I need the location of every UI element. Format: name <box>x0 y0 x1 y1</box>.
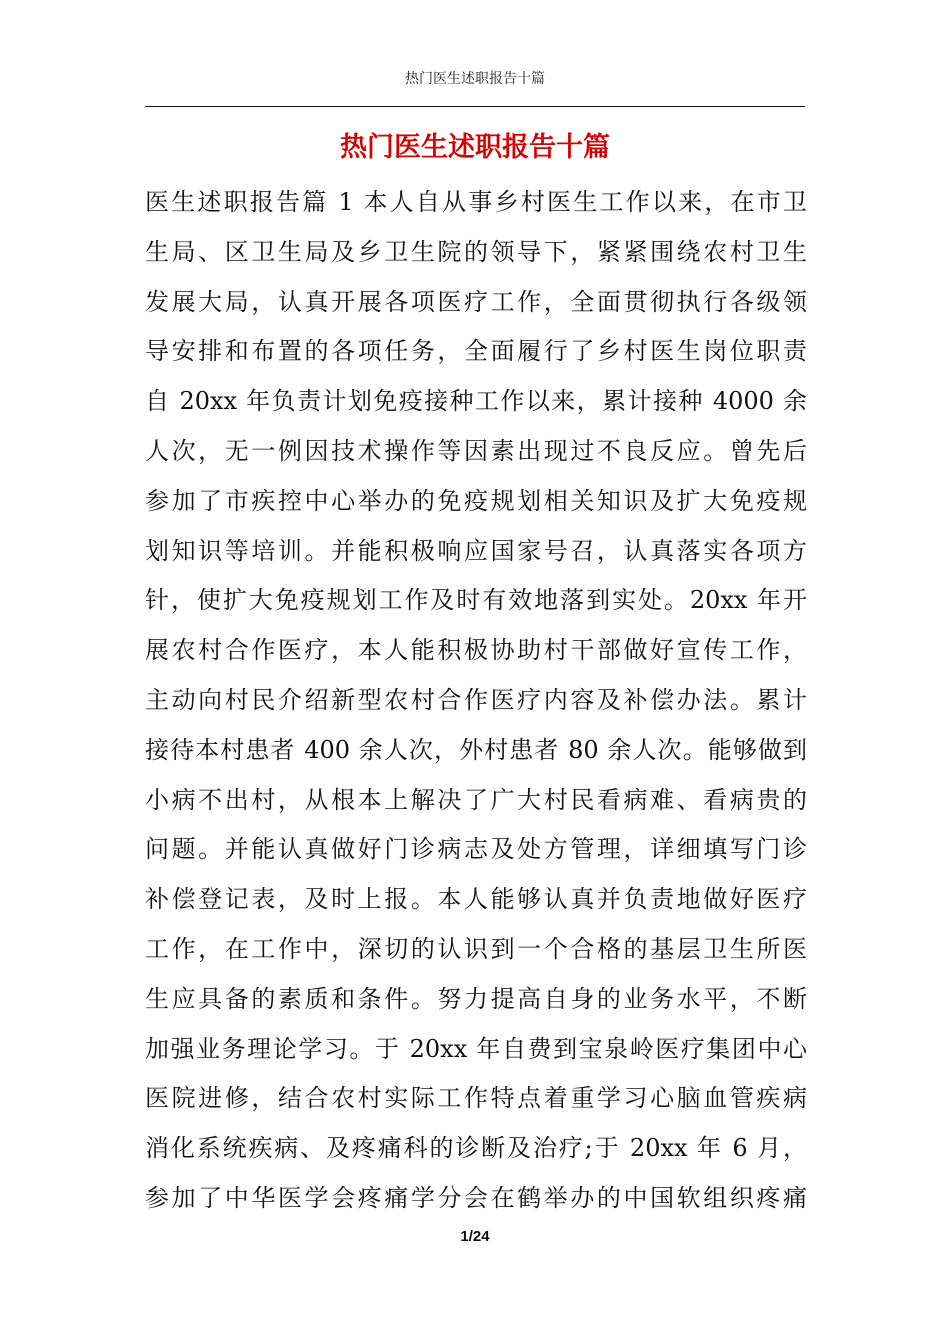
body-text-line: 发展大局，认真开展各项医疗工作，全面贯彻执行各级领 <box>145 287 807 316</box>
body-text-line: 生局、区卫生局及乡卫生院的领导下，紧紧围绕农村卫生 <box>145 237 807 266</box>
body-text-line: 补偿登记表，及时上报。本人能够认真并负责地做好医疗 <box>145 885 807 914</box>
body-text-line: 主动向村民介绍新型农村合作医疗内容及补偿办法。累计 <box>145 685 807 714</box>
body-text-line: 自 20xx 年负责计划免疫接种工作以来，累计接种 4000 余 <box>145 387 807 416</box>
body-text-line: 参加了市疾控中心举办的免疫规划相关知识及扩大免疫规 <box>145 486 807 515</box>
body-text-line: 医生述职报告篇 1 本人自从事乡村医生工作以来，在市卫 <box>145 188 807 216</box>
body-text-line: 展农村合作医疗，本人能积极协助村干部做好宣传工作， <box>145 636 807 665</box>
body-text-line: 消化系统疾病、及疼痛科的诊断及治疗;于 20xx 年 6 月， <box>145 1134 807 1163</box>
body-text-line: 参加了中华医学会疼痛学分会在鹤举办的中国软组织疼痛 <box>145 1183 807 1212</box>
body-text-line: 划知识等培训。并能积极响应国家号召，认真落实各项方 <box>145 536 807 565</box>
page-number: 1/24 <box>460 1228 490 1245</box>
body-text-line: 小病不出村，从根本上解决了广大村民看病难、看病贵的 <box>145 785 807 814</box>
body-text-line: 加强业务理论学习。于 20xx 年自费到宝泉岭医疗集团中心 <box>145 1034 807 1063</box>
document-body <box>145 178 817 1224</box>
body-text-line: 人次，无一例因技术操作等因素出现过不良反应。曾先后 <box>145 436 807 465</box>
body-text-line: 医院进修，结合农村实际工作特点着重学习心脑血管疾病 <box>145 1084 807 1113</box>
document-title: 热门医生述职报告十篇 <box>340 132 610 163</box>
body-text-line: 针，使扩大免疫规划工作及时有效地落到实处。20xx 年开 <box>145 586 807 615</box>
body-text-line: 导安排和布置的各项任务，全面履行了乡村医生岗位职责 <box>145 337 807 366</box>
header-divider <box>145 106 805 107</box>
body-text-line: 接待本村患者 400 余人次，外村患者 80 余人次。能够做到 <box>145 735 807 764</box>
body-text-line: 工作，在工作中，深切的认识到一个合格的基层卫生所医 <box>145 934 807 963</box>
running-header: 热门医生述职报告十篇 <box>405 71 545 87</box>
body-text-line: 生应具备的素质和条件。努力提高自身的业务水平，不断 <box>145 984 807 1013</box>
body-text-line: 问题。并能认真做好门诊病志及处方管理，详细填写门诊 <box>145 835 807 864</box>
